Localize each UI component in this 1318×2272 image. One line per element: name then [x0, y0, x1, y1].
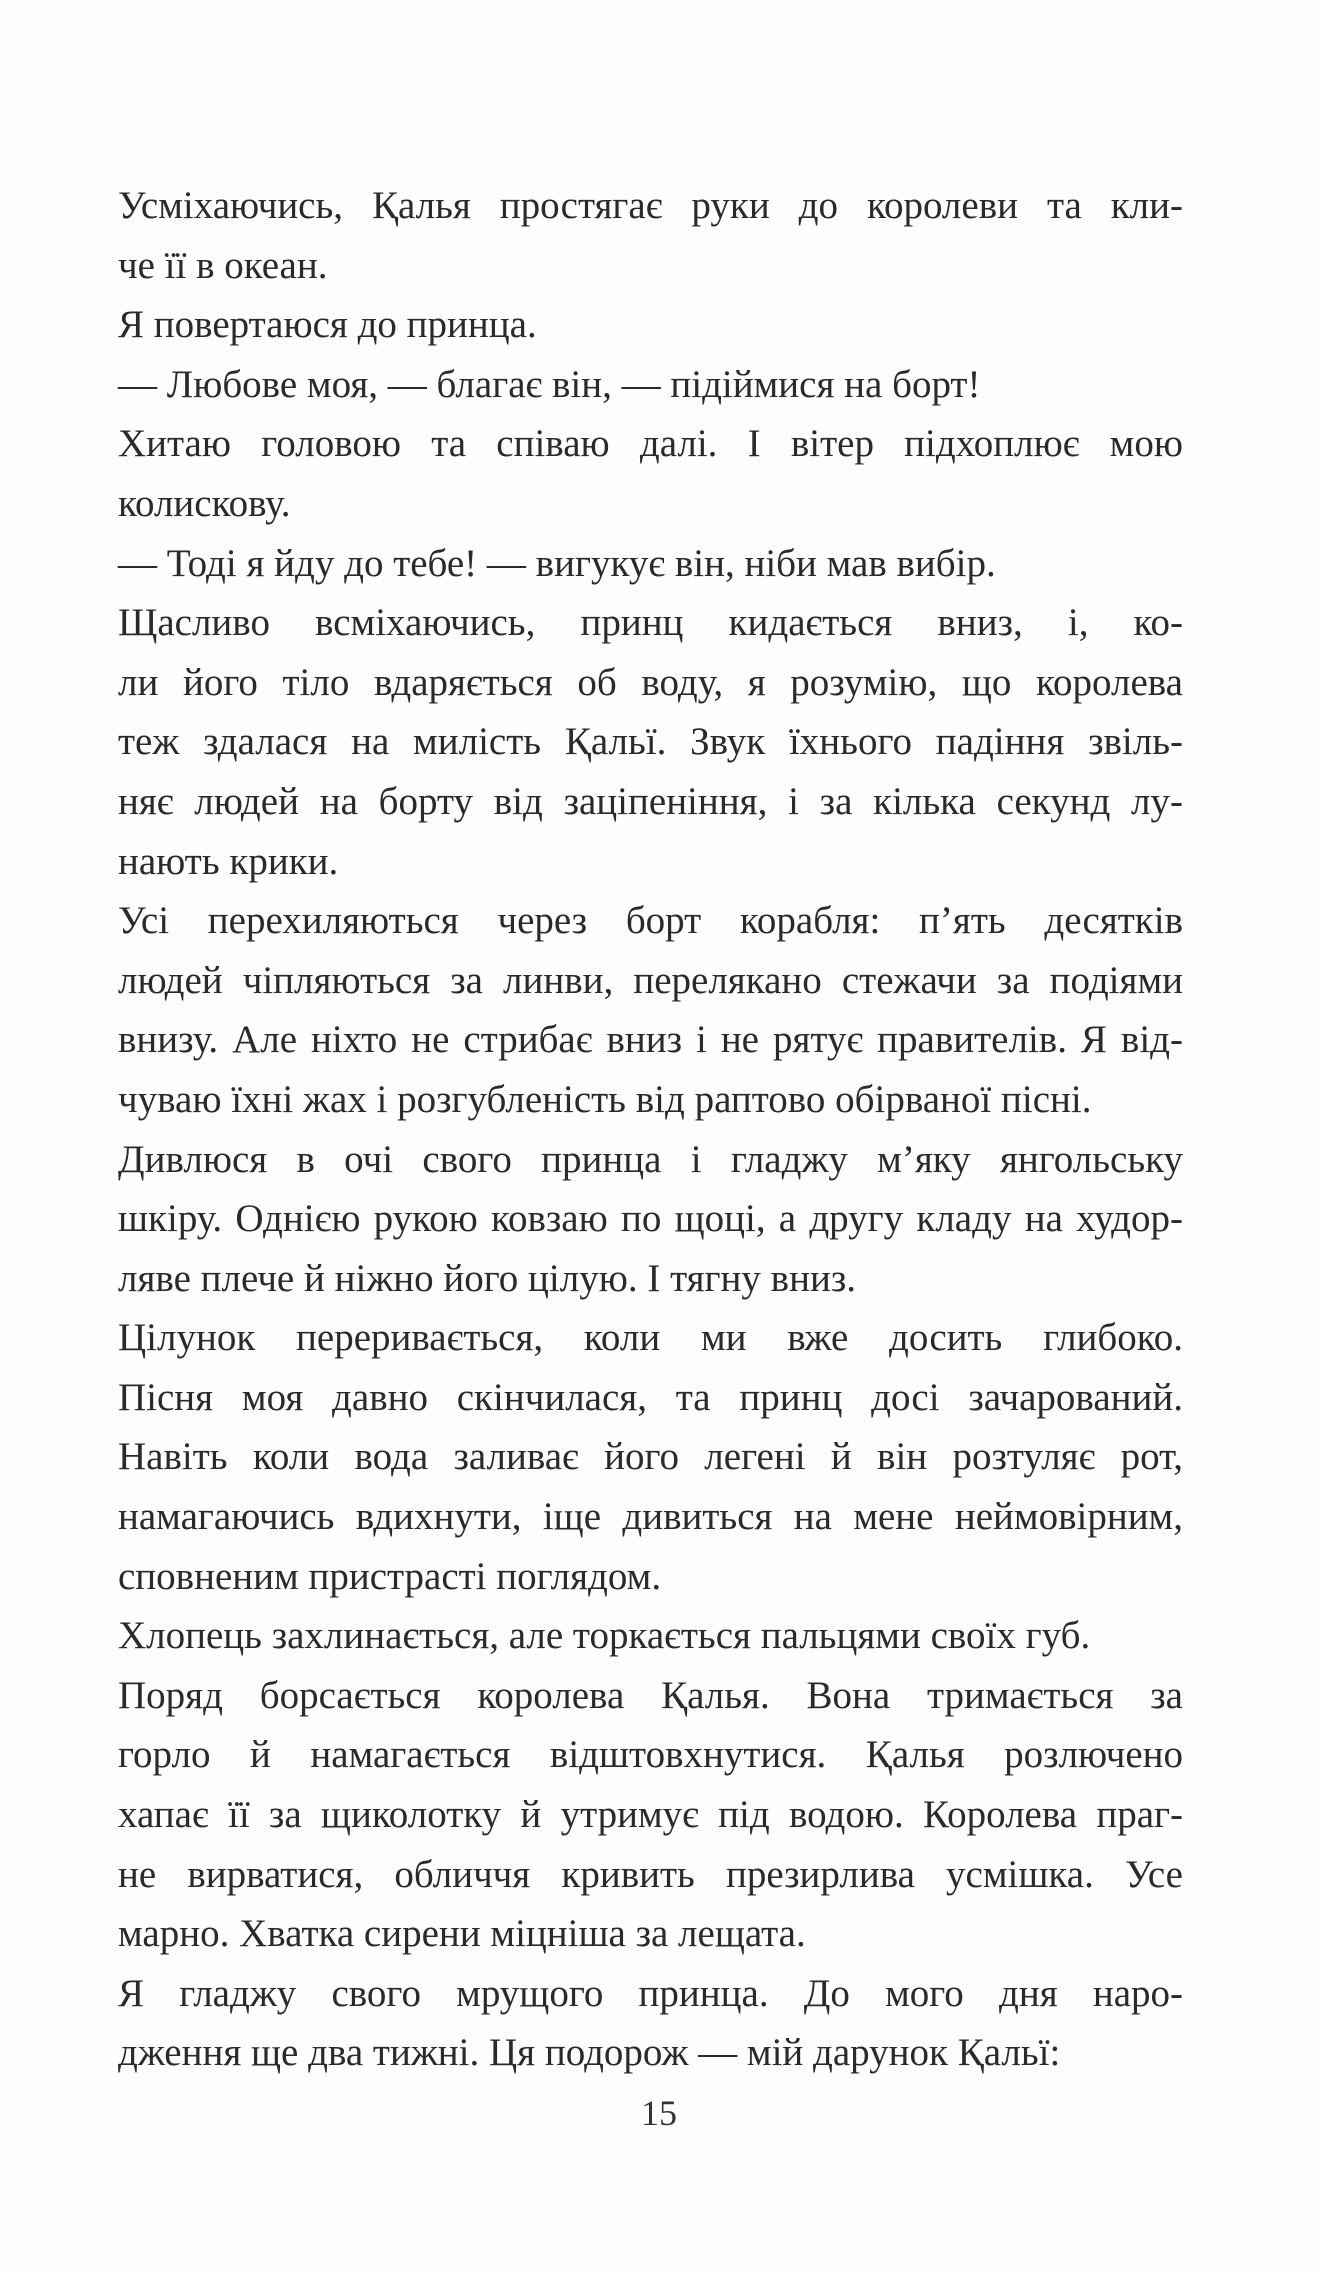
text-line: марно. Хватка сирени міцніша за лещата.: [118, 1912, 806, 1956]
paragraph: [118, 1308, 1183, 1606]
text-line: Пісня моя давно скінчилася, та принц досі зачарований.: [118, 1375, 1183, 1419]
text-line: няє людей на борту від заціпеніння, і за кілька секунд лу-: [118, 779, 1183, 823]
text-line: ляве плече й ніжно його цілую. І тягну вниз.: [118, 1256, 856, 1300]
paragraph: [118, 1964, 1183, 2083]
text-line: Хитаю головою та співаю далі. І вітер підхоплює мою: [118, 422, 1183, 466]
text-line: сповненим пристрасті поглядом.: [118, 1554, 662, 1598]
text-line: Я гладжу свого мрущого принца. До мого дня наро-: [118, 1971, 1183, 2015]
text-line: внизу. Але ніхто не стрибає вниз і не рятує правителів. Я від-: [118, 1018, 1183, 1062]
text-line: Усі перехиляються через борт корабля: п’ять десятків: [118, 899, 1183, 943]
text-line: теж здалася на милість Қальї. Звук їхнього падіння звіль-: [118, 720, 1183, 764]
text-line: — Тоді я йду до тебе! — вигукує він, ніби мав вибір.: [118, 541, 996, 585]
body-text: [118, 176, 1183, 2083]
text-line: намагаючись вдихнути, іще дивиться на мене неймовірним,: [118, 1495, 1183, 1539]
paragraph: [118, 176, 1183, 295]
text-line: ли його тіло вдаряється об воду, я розумію, що королева: [118, 660, 1183, 704]
paragraph: [118, 414, 1183, 533]
text-line: чуваю їхні жах і розгубленість від раптово обірваної пісні.: [118, 1077, 1092, 1121]
paragraph: [118, 355, 1183, 415]
text-line: хапає її за щиколотку й утримує під водою. Королева праг-: [118, 1793, 1183, 1837]
text-line: Щасливо всміхаючись, принц кидається вниз, і, ко-: [118, 601, 1183, 645]
text-line: людей чіпляються за линви, перелякано стежачи за подіями: [118, 958, 1183, 1002]
text-line: дження ще два тижні. Ця подорож — мій дарунок Қальї:: [118, 2031, 1061, 2075]
text-line: — Любове моя, — благає він, — підіймися на борт!: [118, 362, 981, 406]
text-line: че її в океан.: [118, 243, 328, 287]
text-line: Цілунок переривається, коли ми вже досить глибоко.: [118, 1316, 1183, 1360]
paragraph: [118, 593, 1183, 891]
text-line: шкіру. Однією рукою ковзаю по щоці, а другу кладу на худор-: [118, 1197, 1183, 1241]
text-line: Я повертаюся до принца.: [118, 303, 537, 347]
page-number: 15: [641, 2093, 677, 2133]
text-line: не вирватися, обличчя кривить презирлива усмішка. Усе: [118, 1852, 1183, 1896]
paragraph: [118, 534, 1183, 594]
paragraph: [118, 891, 1183, 1129]
text-line: Поряд борсається королева Қалья. Вона тримається за: [118, 1673, 1183, 1717]
paragraph: [118, 1666, 1183, 1964]
text-line: Навіть коли вода заливає його легені й він розтуляє рот,: [118, 1435, 1183, 1479]
text-line: Дивлюся в очі свого принца і гладжу м’яку янгольську: [118, 1137, 1183, 1181]
text-line: Хлопець захлинається, але торкається пальцями своїх губ.: [118, 1614, 1091, 1658]
paragraph: [118, 1606, 1183, 1666]
text-line: Усміхаючись, Қалья простягає руки до королеви та кли-: [118, 184, 1183, 227]
paragraph: [118, 1130, 1183, 1309]
text-line: колискову.: [118, 481, 291, 525]
text-line: горло й намагається відштовхнутися. Қалья розлючено: [118, 1733, 1183, 1777]
paragraph: [118, 295, 1183, 355]
text-line: нають крики.: [118, 839, 339, 883]
